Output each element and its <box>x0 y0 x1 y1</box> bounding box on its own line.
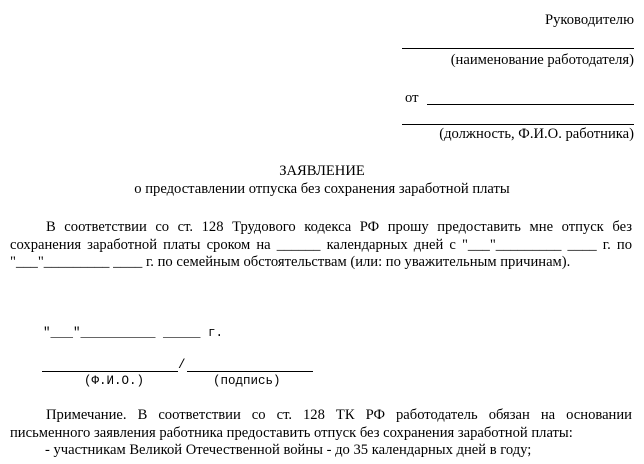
signature-sign-field[interactable] <box>187 371 313 372</box>
request-body <box>10 219 632 272</box>
signature-name-field[interactable] <box>42 371 178 372</box>
employee-position-field[interactable] <box>402 124 634 125</box>
employer-name-field[interactable] <box>402 48 634 49</box>
document-subtitle: о предоставлении отпуска без сохранения заработной платы <box>134 181 510 197</box>
note-item: - участникам Великой Отечественной войны - до 35 календарных дней в году; <box>45 442 532 459</box>
signature-name-label: (Ф.И.О.) <box>84 374 145 388</box>
signature-date: "___"__________ _____ г. <box>43 326 224 340</box>
employee-hint: (должность, Ф.И.О. работника) <box>439 126 634 142</box>
addressee-label: Руководителю <box>544 12 634 28</box>
signature-divider: / <box>178 358 186 372</box>
note-block <box>10 407 632 460</box>
employer-hint: (наименование работодателя) <box>450 52 634 68</box>
note-text: Примечание. В соответствии со ст. 128 ТК РФ работодатель обязан на основании письменного заявления работника предоставить отпуск без сохранения заработной платы: <box>10 407 632 441</box>
document-title: ЗАЯВЛЕНИЕ <box>279 163 365 179</box>
signature-sign-label: (подпись) <box>213 374 281 388</box>
from-field[interactable] <box>427 104 634 105</box>
from-label: от <box>405 90 419 106</box>
request-text: В соответствии со ст. 128 Трудового кодекса РФ прошу предоставить мне отпуск без сохранения заработной платы сроком на ______ календарных дней с "___"_________ ____ г. по "___"_________ ____ г. по семейным обстоятельствам (или: по уважительным причинам). <box>10 219 632 271</box>
